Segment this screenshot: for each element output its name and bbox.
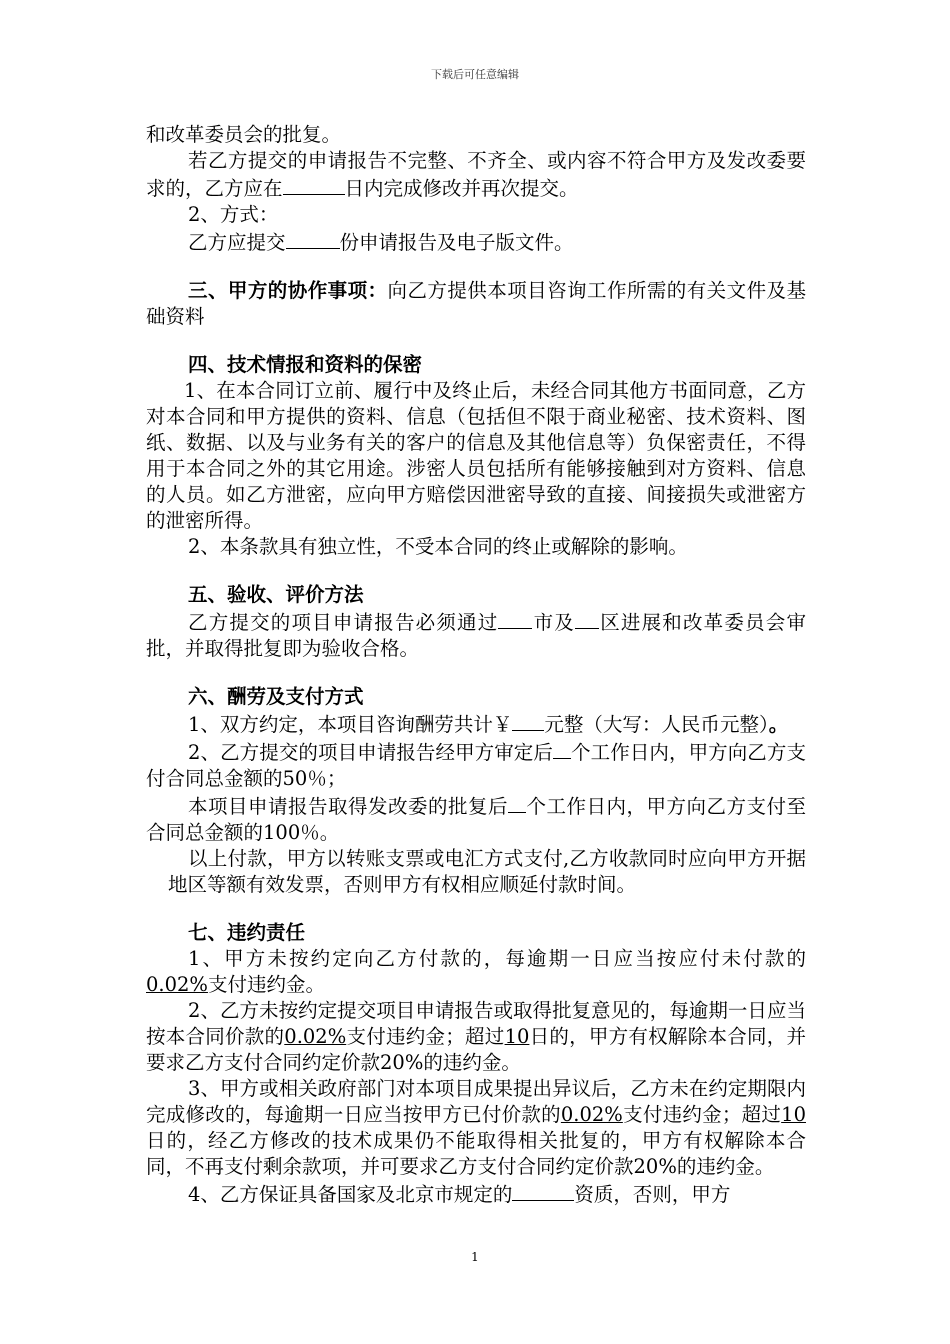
paragraph: 和改革委员会的批复。 — [146, 123, 342, 146]
paragraph: 3、甲方或相关政府部门对本项目成果提出异议后，乙方未在约定期限内完成修改的，每逾期一日应当按甲方已付价款的0.02%支付违约金；超过10日的，经乙方修改的技术成果仍不能取得相关批复的，甲方有权解除本合同，不再支付剩余款项，并可要求乙方支付合同约定价款20%的违约金。 — [146, 1077, 806, 1178]
blank-field — [498, 608, 532, 629]
paragraph: 2、乙方提交的项目申请报告经甲方审定后 个工作日内，甲方向乙方支付合同总金额的50％； — [146, 738, 806, 792]
section-title: 六、酬劳及支付方式 — [188, 685, 364, 708]
blank-field — [553, 738, 571, 759]
paragraph: 1、在本合同订立前、履行中及终止后，未经合同其他方书面同意，乙方对本合同和甲方提供的资料、信息（包括但不限于商业秘密、技术资料、图纸、数据、以及与业务有关的客户的信息及其他信息等）负保密责任，不得用于本合同之外的其它用途。涉密人员包括所有能够接触到对方资料、信息的人员。如乙方泄密，应向甲方赔偿因泄密导致的直接、间接损失或泄密方的泄密所得。 — [146, 379, 806, 532]
paragraph: 1、甲方未按约定向乙方付款的，每逾期一日应当按应付未付款的0.02%支付违约金。 — [146, 947, 806, 996]
paragraph: 2、本条款具有独立性，不受本合同的终止或解除的影响。 — [188, 535, 688, 558]
blank-field — [508, 792, 526, 813]
paragraph: 本项目申请报告取得发改委的批复后 个工作日内，甲方向乙方支付至合同总金额的100％。 — [146, 792, 806, 846]
blank-field — [512, 1180, 574, 1201]
page-number: 1 — [471, 1250, 479, 1264]
document-body — [146, 122, 806, 1208]
paragraph: 以上付款，甲方以转账支票或电汇方式支付,乙方收款同时应向甲方开据地区等额有效发票，否则甲方有权相应顺延付款时间。 — [168, 847, 806, 896]
blank-field — [286, 228, 340, 249]
section-3: 三、甲方的协作事项：向乙方提供本项目咨询工作所需的有关文件及基础资料 — [146, 279, 806, 328]
section-title: 五、验收、评价方法 — [188, 583, 364, 606]
section-title: 三、甲方的协作事项： — [188, 279, 388, 302]
paragraph: 1、双方约定，本项目咨询酬劳共计￥ 元整（大写：人民币元整）。 — [146, 710, 806, 738]
blank-field — [283, 174, 345, 195]
blank-field — [512, 710, 544, 731]
paragraph: 2、方式： — [188, 203, 279, 226]
paragraph: 乙方应提交 份申请报告及电子版文件。 — [146, 228, 806, 256]
section-title: 七、违约责任 — [188, 921, 306, 944]
section-title: 四、技术情报和资料的保密 — [188, 353, 423, 376]
paragraph: 乙方提交的项目申请报告必须通过 市及 区进展和改革委员会审批，并取得批复即为验收合格。 — [146, 608, 806, 662]
paragraph: 若乙方提交的申请报告不完整、不齐全、或内容不符合甲方及发改委要求的，乙方应在 日内完成修改并再次提交。 — [146, 149, 806, 200]
paragraph: 4、乙方保证具备国家及北京市规定的 资质，否则，甲方 — [146, 1180, 806, 1208]
blank-field — [575, 608, 599, 629]
paragraph: 2、乙方未按约定提交项目申请报告或取得批复意见的，每逾期一日应当按本合同价款的0.02%支付违约金；超过10日的，甲方有权解除本合同，并要求乙方支付合同约定价款20%的违约金。 — [146, 999, 806, 1074]
page-header-note: 下载后可任意编辑 — [431, 68, 519, 81]
